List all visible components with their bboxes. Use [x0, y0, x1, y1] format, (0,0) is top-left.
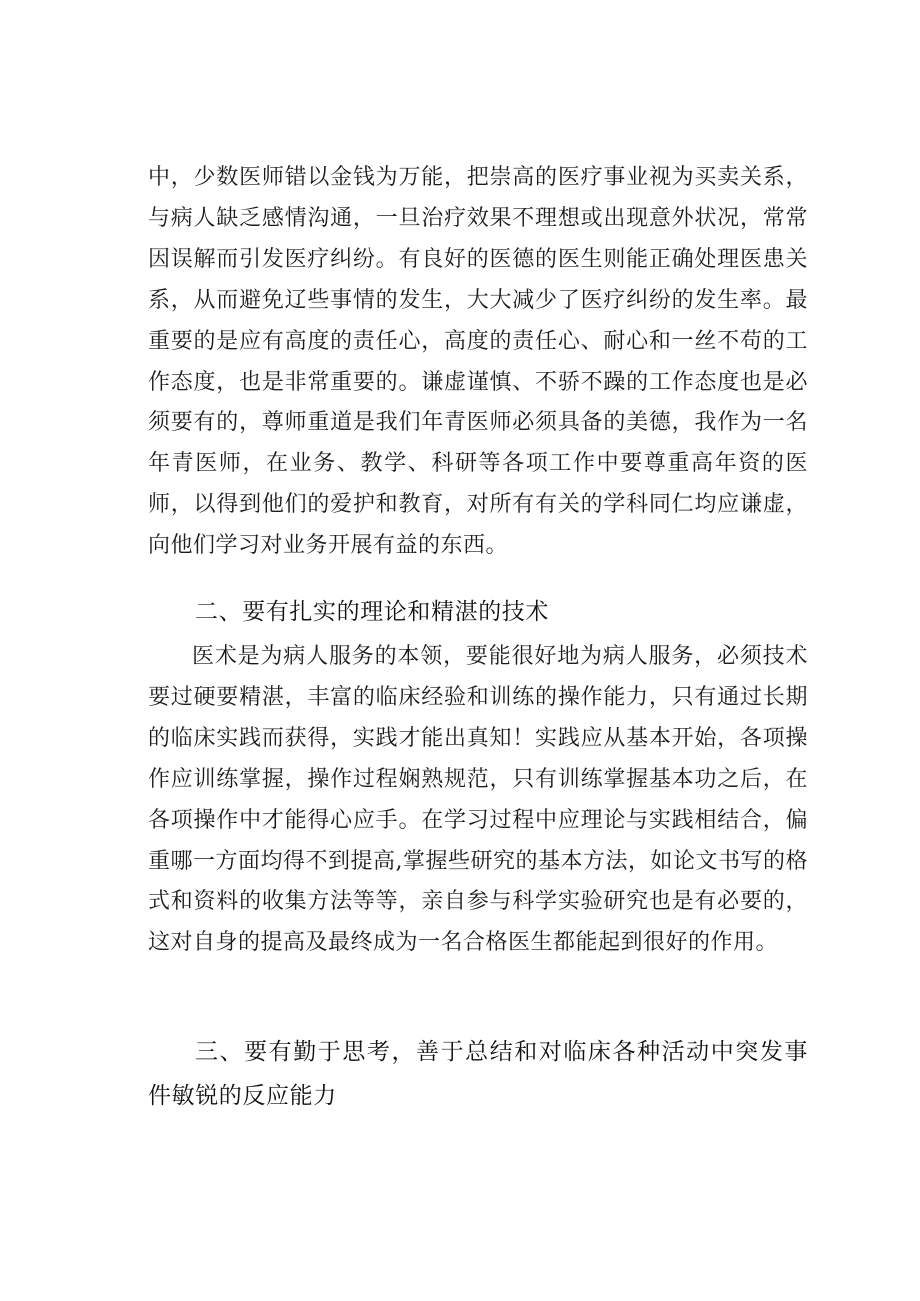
- body-paragraph-clinical-practice: 医术是为病人服务的本领，要能很好地为病人服务，必须技术要过硬要精湛，丰富的临床经验和训练的操作能力，只有通过长期的临床实践而获得，实践才能出真知！实践应从基本开始，各项操作应训练掌握，操作过程娴熟规范，只有训练掌握基本功之后，在各项操作中才能得心应手。在学习过程中应理论与实践相结合，偏重哪一方面均得不到提高,掌握些研究的基本方法，如论文书写的格式和资料的收集方法等等，亲自参与科学实验研究也是有必要的，这对自身的提高及最终成为一名合格医生都能起到很好的作用。: [148, 644, 808, 956]
- section-heading-theory-and-skills: 二、要有扎实的理论和精湛的技术: [195, 599, 549, 625]
- body-paragraph-medical-ethics: 中，少数医师错以金钱为万能，把崇高的医疗事业视为买卖关系，与病人缺乏感情沟通，一旦治疗效果不理想或出现意外状况，常常因误解而引发医疗纠纷。有良好的医德的医生则能正确处理医患关系，从而避免辽些事情的发生，大大减少了医疗纠纷的发生率。最重要的是应有高度的责任心，高度的责任心、耐心和一丝不苟的工作态度，也是非常重要的。谦虚谨慎、不骄不躁的工作态度也是必须要有的，尊师重道是我们年青医师必须具备的美德，我作为一名年青医师，在业务、教学、科研等各项工作中要尊重高年资的医师，以得到他们的爱护和教育，对所有有关的学科同仁均应谦虚，向他们学习对业务开展有益的东西。: [148, 165, 808, 559]
- section-heading-thinking-and-response: 三、要有勤于思考，善于总结和对临床各种活动中突发事件敏锐的反应能力: [148, 1039, 808, 1109]
